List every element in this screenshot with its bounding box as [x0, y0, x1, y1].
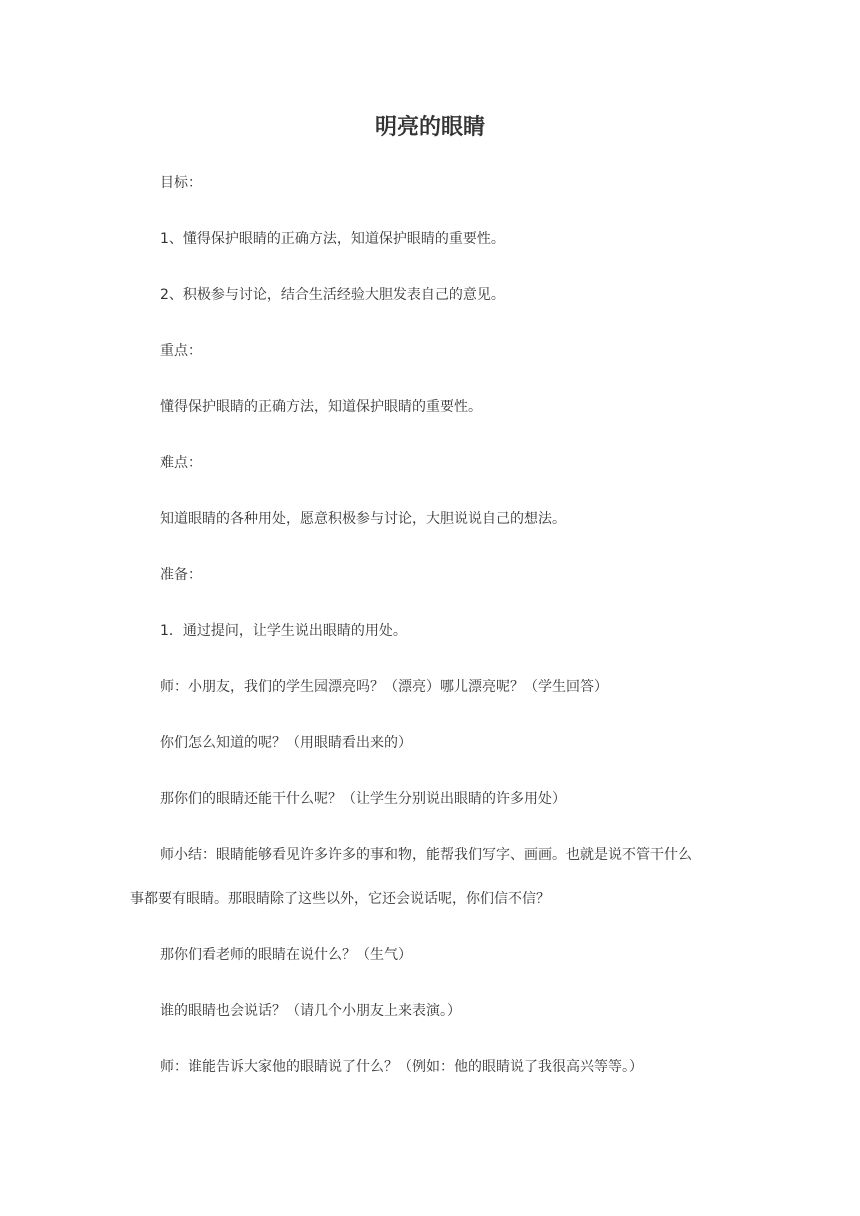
paragraph-difficulty: 知道眼睛的各种用处，愿意积极参与讨论，大胆说说自己的想法。 — [160, 511, 566, 527]
paragraph-teacher-who-tell: 师：谁能告诉大家他的眼睛说了什么？（例如：他的眼睛说了我很高兴等等。） — [160, 1059, 643, 1075]
paragraph-preparation-1: 1．通过提问，让学生说出眼睛的用处。 — [160, 623, 407, 639]
paragraph-goal-2: 2、积极参与讨论，结合生活经验大胆发表自己的意见。 — [160, 287, 505, 303]
paragraph-what-else: 那你们的眼睛还能干什么呢？（让学生分别说出眼睛的许多用处） — [160, 791, 566, 807]
document-title: 明亮的眼睛 — [374, 115, 485, 140]
paragraph-goal-1: 1、懂得保护眼睛的正确方法，知道保护眼睛的重要性。 — [160, 231, 505, 247]
paragraph-key-points: 懂得保护眼睛的正确方法，知道保护眼睛的重要性。 — [160, 399, 482, 415]
paragraph-teacher-summary-cont: 事都要有眼睛。那眼睛除了这些以外，它还会说话呢，你们信不信？ — [130, 891, 550, 907]
paragraph-difficulty-heading: 难点： — [160, 455, 202, 471]
paragraph-preparation-heading: 准备： — [160, 567, 202, 583]
paragraph-goals-heading: 目标： — [160, 175, 202, 191]
paragraph-teacher-eyes: 那你们看老师的眼睛在说什么？（生气） — [160, 947, 412, 963]
paragraph-teacher-summary: 师小结：眼睛能够看见许多许多的事和物，能帮我们写字、画画。也就是说不管干什么 — [160, 847, 692, 863]
paragraph-how-know: 你们怎么知道的呢？（用眼睛看出来的） — [160, 735, 412, 751]
paragraph-key-points-heading: 重点： — [160, 343, 202, 359]
paragraph-who-eyes-talk: 谁的眼睛也会说话？（请几个小朋友上来表演。） — [160, 1003, 461, 1019]
paragraph-teacher-question: 师：小朋友，我们的学生园漂亮吗？（漂亮）哪儿漂亮呢？（学生回答） — [160, 679, 608, 695]
